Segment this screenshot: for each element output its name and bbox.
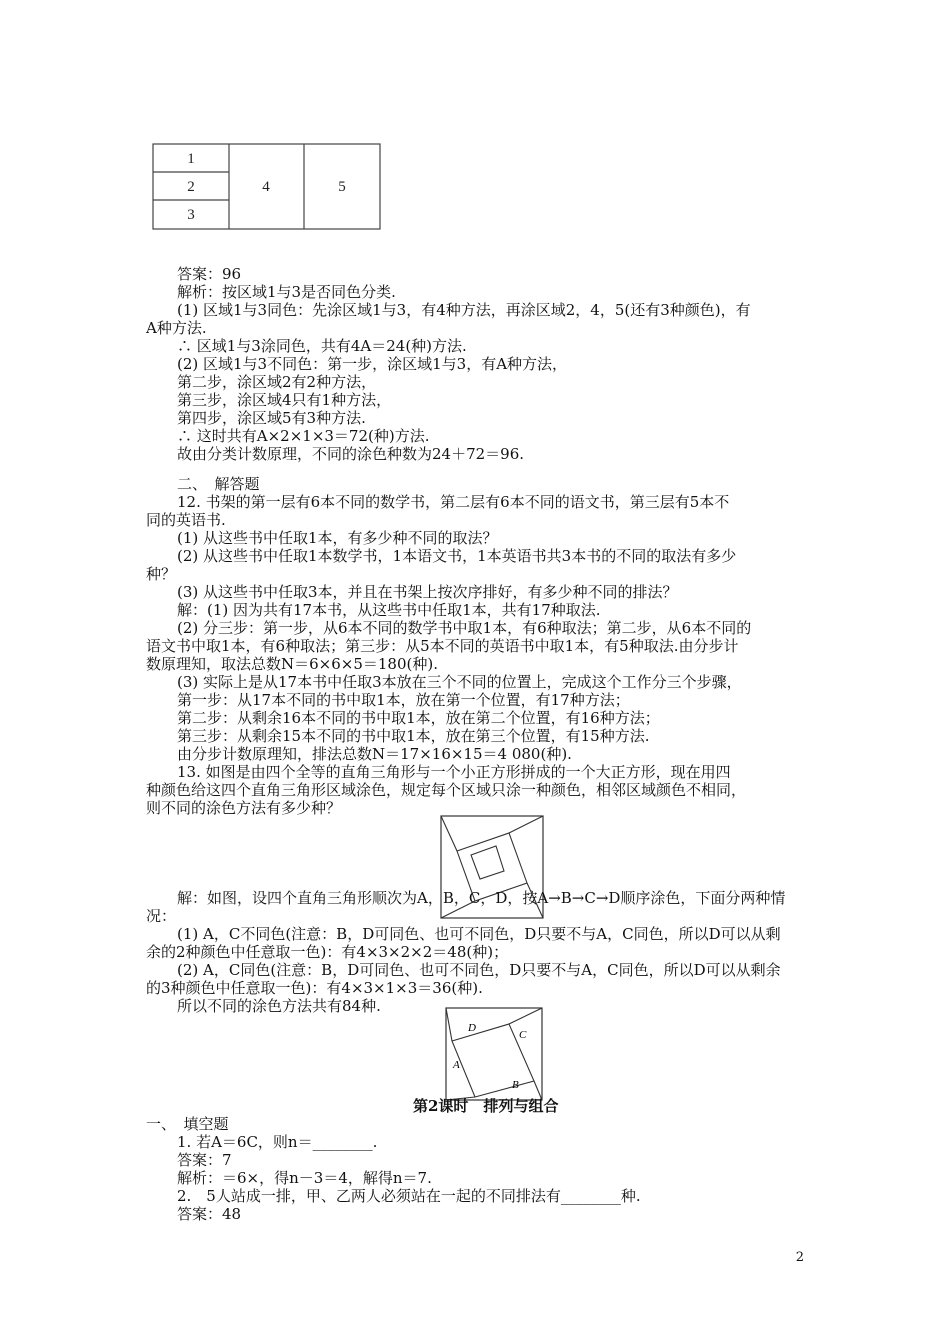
lesson-title <box>413 1097 558 1115</box>
explanation-line: 解析：＝6×，得n－3＝4，解得n＝7. <box>177 1169 432 1187</box>
answer11-line: 第三步，涂区域4只有1种方法， <box>177 391 392 409</box>
answer11-line: 故由分类计数原理，不同的涂色种数为24＋72＝96. <box>177 445 525 463</box>
solution13-line: (1) A，C不同色(注意：B，D可同色、也可不同色，D只要不与A，C同色，所以D可以从剩 <box>177 925 781 943</box>
solution12-line: 第三步：从剩余15本不同的书中取1本，放在第三个位置，有15种方法. <box>177 727 650 745</box>
problem13-line: 则不同的涂色方法有多少种？ <box>146 799 342 817</box>
region-grid-figure <box>152 143 382 231</box>
solution13-line: 的3种颜色中任意取一色)：有4×3×1×3＝36(种). <box>146 979 483 997</box>
answer11-line: (2) 区域1与3不同色：第一步，涂区域1与3，有A种方法， <box>177 355 568 373</box>
solution12-line: (3) 实际上是从17本书中任取3本放在三个不同的位置上，完成这个工作分三个步骤， <box>177 673 742 691</box>
problem12-line: 种？ <box>146 565 177 583</box>
answer11-line: 第四步，涂区域5有3种方法. <box>177 409 366 427</box>
answer11-line: 第二步，涂区域2有2种方法， <box>177 373 377 391</box>
section-heading: 二、 解答题 <box>177 475 260 493</box>
problem12-line: (2) 从这些书中任取1本数学书，1本语文书，1本英语书共3本书的不同的取法有多少 <box>177 547 737 565</box>
answer-line: 答案：7 <box>177 1151 232 1169</box>
solution13-line: (2) A，C同色(注意：B，D可同色、也可不同色，D只要不与A，C同色，所以D可以从剩余 <box>177 961 781 979</box>
problem12-line: 12. 书架的第一层有6本不同的数学书，第二层有6本不同的语文书，第三层有5本不 <box>177 493 730 511</box>
figure-label-c: C <box>519 1029 527 1041</box>
lesson-title-text: 第2课时 排列与组合 <box>413 1097 559 1115</box>
solution12-line: 第二步：从剩余16本不同的书中取1本，放在第二个位置，有16种方法； <box>177 709 660 727</box>
section-heading: 一、 填空题 <box>146 1115 229 1133</box>
solution12-line: (2) 分三步：第一步，从6本不同的数学书中取1本，有6种取法；第二步，从6本不同的 <box>177 619 752 637</box>
solution12-line: 语文书中取1本，有6种取法；第三步：从5本不同的英语书中取1本，有5种取法.由分步计 <box>146 637 739 655</box>
problem12-line: (1) 从这些书中任取1本，有多少种不同的取法？ <box>177 529 498 547</box>
problem12-line: (3) 从这些书中任取3本，并且在书架上按次序排好，有多少种不同的排法？ <box>177 583 678 601</box>
answer11-line: 解析：按区域1与3是否同色分类. <box>177 283 396 301</box>
problem12-line: 同的英语书. <box>146 511 226 529</box>
question-line: 2. 5人站成一排，甲、乙两人必须站在一起的不同排法有________种. <box>177 1187 641 1205</box>
answer11-line: 答案：96 <box>177 265 242 283</box>
figure-label-d: D <box>468 1022 476 1034</box>
page-number: 2 <box>795 1250 804 1265</box>
solution13-line: 所以不同的涂色方法共有84种. <box>177 997 381 1015</box>
solution13-line: 况： <box>146 907 177 925</box>
solution12-line: 第一步：从17本不同的书中取1本，放在第一个位置，有17种方法； <box>177 691 630 709</box>
solution12-line: 数原理知，取法总数N＝6×6×5＝180(种). <box>146 655 438 673</box>
solution13-line: 解：如图，设四个直角三角形顺次为A，B，C，D，按A→B→C→D顺序涂色，下面分两种情 <box>177 889 786 907</box>
problem13-line: 种颜色给这四个直角三角形区域涂色，规定每个区域只涂一种颜色，相邻区域颜色不相同， <box>146 781 747 799</box>
solution12-line: 由分步计数原理知，排法总数N＝17×16×15＝4 080(种). <box>177 745 572 763</box>
answer11-line: ∴ 区域1与3涂同色，共有4A＝24(种)方法. <box>177 337 467 355</box>
problem13-line: 13. 如图是由四个全等的直角三角形与一个小正方形拼成的一个大正方形，现在用四 <box>177 763 731 781</box>
region-label-4: 4 <box>262 179 270 195</box>
answer-line: 答案：48 <box>177 1205 242 1223</box>
labeled-pinwheel-figure <box>445 1007 543 1101</box>
solution12-line: 解：(1) 因为共有17本书，从这些书中任取1本，共有17种取法. <box>177 601 601 619</box>
question-line: 1. 若A＝6C，则n＝________. <box>177 1133 378 1151</box>
region-label-3: 3 <box>187 207 195 223</box>
answer11-line: ∴ 这时共有A×2×1×3＝72(种)方法. <box>177 427 430 445</box>
figure-label-a: A <box>453 1059 460 1071</box>
answer11-line: (1) 区域1与3同色：先涂区域1与3，有4种方法，再涂区域2，4，5(还有3种颜色)，有 <box>177 301 751 319</box>
region-label-1: 1 <box>187 151 195 167</box>
region-label-5: 5 <box>338 179 346 195</box>
region-label-2: 2 <box>187 179 195 195</box>
figure-label-b: B <box>512 1079 519 1091</box>
solution13-line: 余的2种颜色中任意取一色)：有4×3×2×2＝48(种)； <box>146 943 509 961</box>
answer11-line: A种方法. <box>146 319 207 337</box>
